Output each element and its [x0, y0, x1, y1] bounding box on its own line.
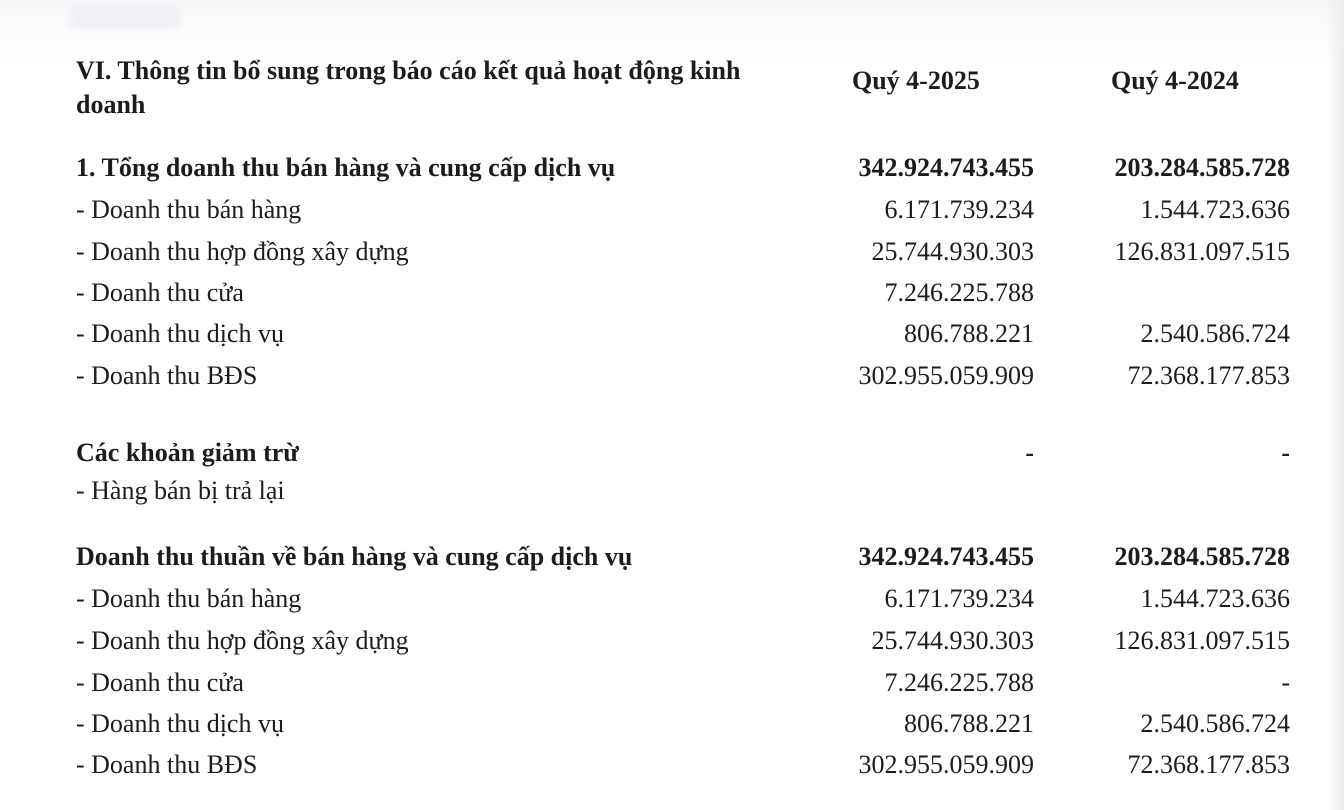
column-header-q4-2025: Quý 4-2025 [852, 66, 980, 95]
row-label: 1. Tổng doanh thu bán hàng và cung cấp dịch vụ [76, 153, 616, 182]
table-row [76, 704, 1296, 744]
value-q4-2024: 126.831.097.515 [1114, 626, 1290, 655]
table-row [76, 579, 1296, 619]
value-q4-2025: 302.955.059.909 [858, 750, 1034, 779]
row-label: Doanh thu thuần về bán hàng và cung cấp dịch vụ [76, 542, 633, 571]
value-q4-2024: 2.540.586.724 [1140, 709, 1290, 738]
value-q4-2025: 6.171.739.234 [884, 584, 1034, 613]
value-q4-2024: 1.544.723.636 [1140, 195, 1290, 224]
row-label: - Doanh thu cửa [76, 278, 244, 307]
row-label: - Doanh thu BĐS [76, 361, 258, 390]
page-edge-shadow [1326, 0, 1344, 810]
value-q4-2024: - [1281, 438, 1290, 467]
value-q4-2024: 72.368.177.853 [1127, 361, 1290, 390]
value-q4-2025: 342.924.743.455 [858, 542, 1034, 571]
table-row [76, 356, 1296, 396]
row-label: - Doanh thu hợp đồng xây dựng [76, 626, 409, 655]
row-label: - Doanh thu cửa [76, 668, 244, 697]
row-label: - Doanh thu BĐS [76, 750, 258, 779]
row-label: - Doanh thu hợp đồng xây dựng [76, 237, 409, 266]
row-label: - Hàng bán bị trả lại [76, 476, 285, 505]
section-title: VI. Thông tin bổ sung trong báo cáo kết quả hoạt động kinh doanh [76, 56, 741, 119]
row-label: - Doanh thu bán hàng [76, 195, 302, 224]
value-q4-2025: 25.744.930.303 [871, 626, 1034, 655]
value-q4-2025: 7.246.225.788 [884, 278, 1034, 307]
table-row [76, 433, 1296, 473]
row-label: Các khoản giảm trừ [76, 438, 299, 467]
value-q4-2024: 72.368.177.853 [1127, 750, 1290, 779]
table-row [76, 621, 1296, 661]
value-q4-2024: 1.544.723.636 [1140, 584, 1290, 613]
value-q4-2025: 302.955.059.909 [858, 361, 1034, 390]
value-q4-2024: 203.284.585.728 [1114, 542, 1290, 571]
table-row [76, 537, 1296, 577]
value-q4-2025: 25.744.930.303 [871, 237, 1034, 266]
value-q4-2025: 7.246.225.788 [884, 668, 1034, 697]
value-q4-2025: 806.788.221 [904, 319, 1034, 348]
table-row [76, 471, 1296, 511]
row-label: - Doanh thu bán hàng [76, 584, 302, 613]
table-row [76, 232, 1296, 272]
row-label: - Doanh thu dịch vụ [76, 319, 284, 348]
value-q4-2024: 2.540.586.724 [1140, 319, 1290, 348]
scan-smudge [70, 6, 180, 28]
value-q4-2024: 203.284.585.728 [1114, 153, 1290, 182]
table-row [76, 745, 1296, 785]
row-label: - Doanh thu dịch vụ [76, 709, 284, 738]
table-row [76, 663, 1296, 703]
table-row [76, 190, 1296, 230]
value-q4-2025: 806.788.221 [904, 709, 1034, 738]
value-q4-2024: 126.831.097.515 [1114, 237, 1290, 266]
table-row [76, 314, 1296, 354]
table-row [76, 148, 1296, 188]
table-row [76, 273, 1296, 313]
value-q4-2024: - [1281, 668, 1290, 697]
column-header-q4-2024: Quý 4-2024 [1111, 66, 1239, 95]
value-q4-2025: 342.924.743.455 [858, 153, 1034, 182]
value-q4-2025: - [1025, 438, 1034, 467]
value-q4-2025: 6.171.739.234 [884, 195, 1034, 224]
